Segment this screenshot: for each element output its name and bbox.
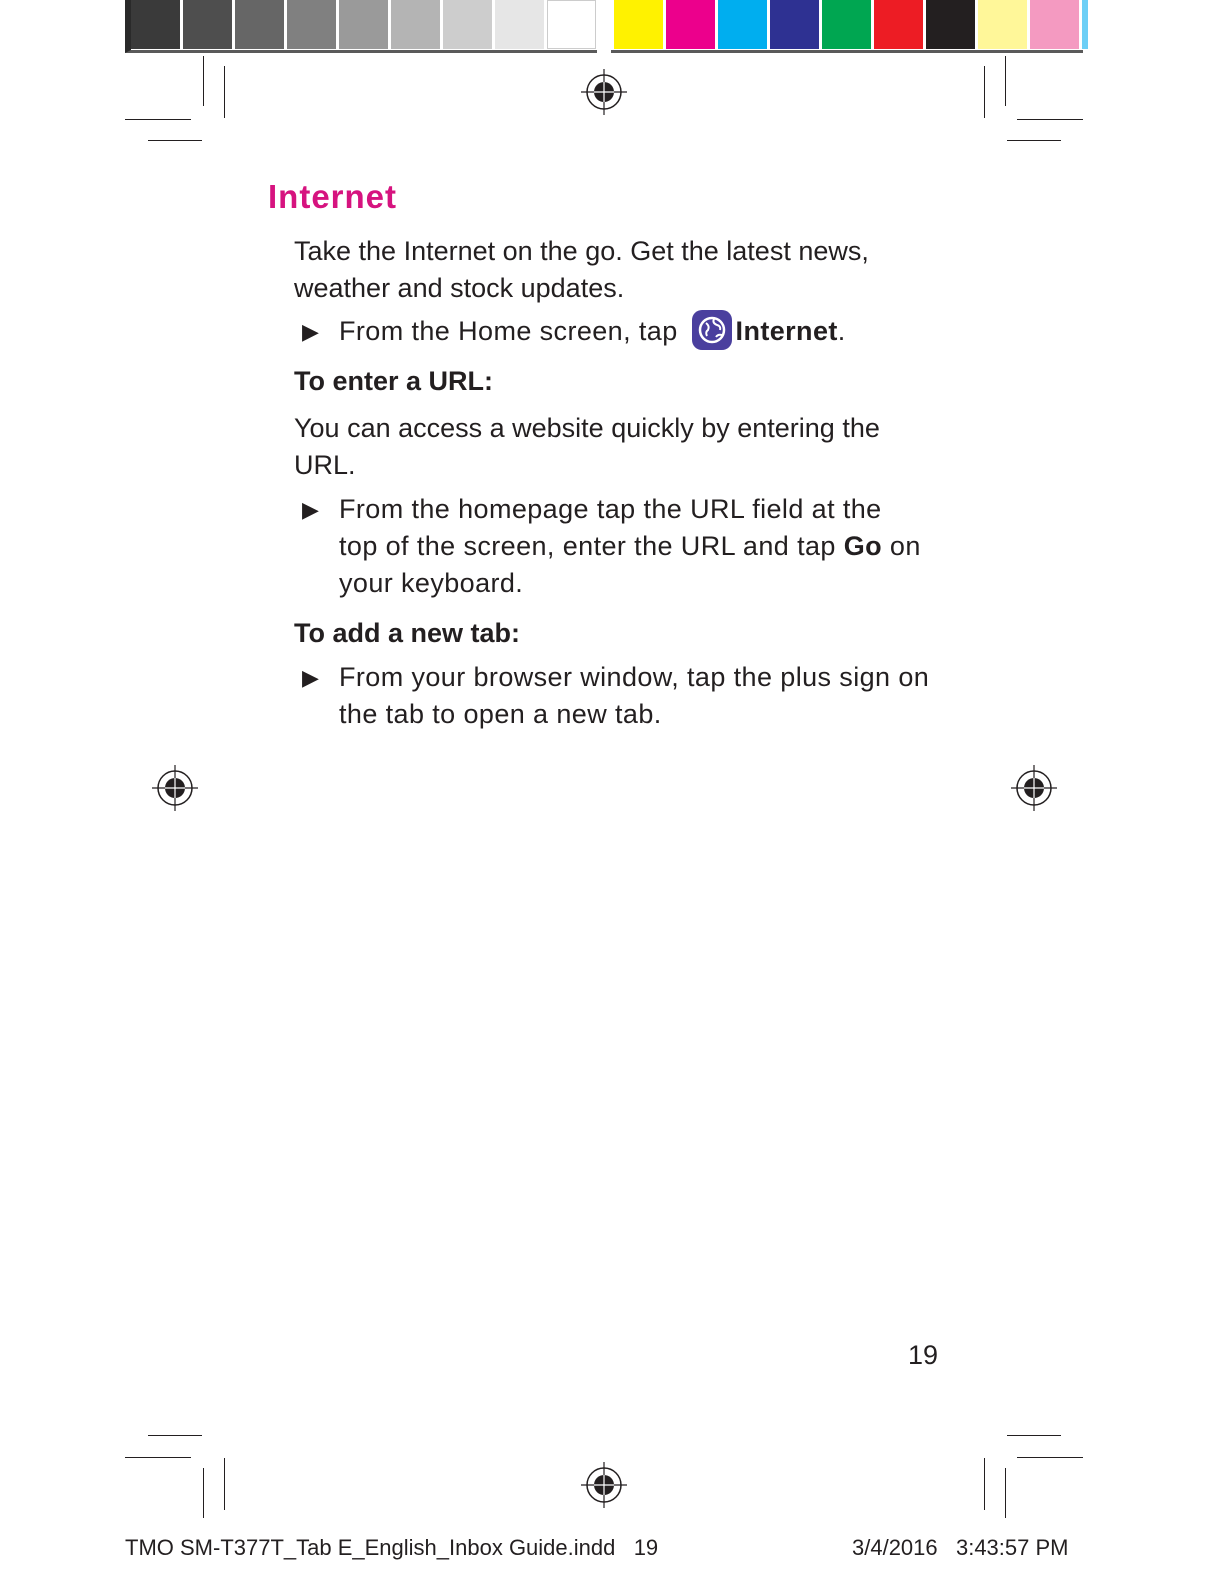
registration-mark-icon [152, 765, 198, 811]
pink-swatch [1030, 0, 1082, 49]
slug-filename: TMO SM-T377T_Tab E_English_Inbox Guide.indd 19 [125, 1535, 659, 1560]
slug-datetime: 3/4/2016 3:43:57 PM [852, 1535, 1069, 1560]
internet-label: Internet [735, 316, 838, 347]
gray-swatch [131, 0, 183, 49]
crop-mark [1007, 1435, 1061, 1436]
grayscale-bar [131, 0, 596, 53]
tab-section-heading: To add a new tab: [294, 618, 521, 648]
black-swatch [926, 0, 978, 49]
bullet-arrow-icon: ▶ [302, 497, 319, 522]
yellow-swatch [614, 0, 666, 49]
crop-mark [224, 1458, 225, 1510]
step-text: From the Home screen, tap [339, 316, 678, 347]
bullet-arrow-icon: ▶ [302, 665, 319, 690]
page-number: 19 [908, 1340, 939, 1370]
step-text: From the homepage tap the URL field at the top of the screen, enter the URL and tap [339, 494, 882, 561]
crop-mark [224, 66, 225, 118]
crop-mark [1005, 56, 1006, 106]
page-title: Internet [268, 178, 398, 215]
crop-mark [148, 1435, 202, 1436]
gray-swatch [235, 0, 287, 49]
step-suffix: on your keyboard. [339, 531, 921, 598]
url-section-heading: To enter a URL: [294, 366, 494, 396]
gray-swatch [339, 0, 391, 49]
gray-swatch [547, 0, 596, 49]
registration-mark-icon [581, 69, 627, 115]
crop-mark [984, 1458, 985, 1510]
crop-mark [125, 119, 191, 120]
red-swatch [874, 0, 926, 49]
crop-mark [148, 140, 202, 141]
gray-swatch [183, 0, 235, 49]
crop-mark [1005, 1468, 1006, 1518]
gray-swatch [391, 0, 443, 49]
gray-swatch [443, 0, 495, 49]
light-cyan-swatch [1082, 0, 1088, 49]
registration-mark-icon [581, 1462, 627, 1508]
crop-mark [1007, 140, 1061, 141]
gray-swatch [287, 0, 339, 49]
url-section-paragraph: You can access a website quickly by entering the URL. [294, 413, 880, 480]
light-yellow-swatch [978, 0, 1030, 49]
step-text: From your browser window, tap the plus sign on the tab to open a new tab. [339, 662, 930, 729]
crop-mark [1017, 1457, 1083, 1458]
crop-mark [1017, 119, 1083, 120]
crop-mark [984, 66, 985, 118]
go-label: Go [843, 531, 883, 561]
intro-paragraph: Take the Internet on the go. Get the latest news, weather and stock updates. [294, 236, 869, 303]
magenta-swatch [666, 0, 718, 49]
step-suffix: . [837, 316, 846, 347]
crop-mark [203, 1468, 204, 1518]
green-swatch [822, 0, 874, 49]
registration-mark-icon [1011, 765, 1057, 811]
cyan-swatch [718, 0, 770, 49]
process-color-bar [614, 0, 1088, 53]
bullet-arrow-icon: ▶ [302, 319, 319, 344]
blue-swatch [770, 0, 822, 49]
crop-mark [203, 56, 204, 106]
crop-mark [125, 1457, 191, 1458]
gray-swatch [495, 0, 547, 49]
internet-app-icon [692, 310, 732, 350]
